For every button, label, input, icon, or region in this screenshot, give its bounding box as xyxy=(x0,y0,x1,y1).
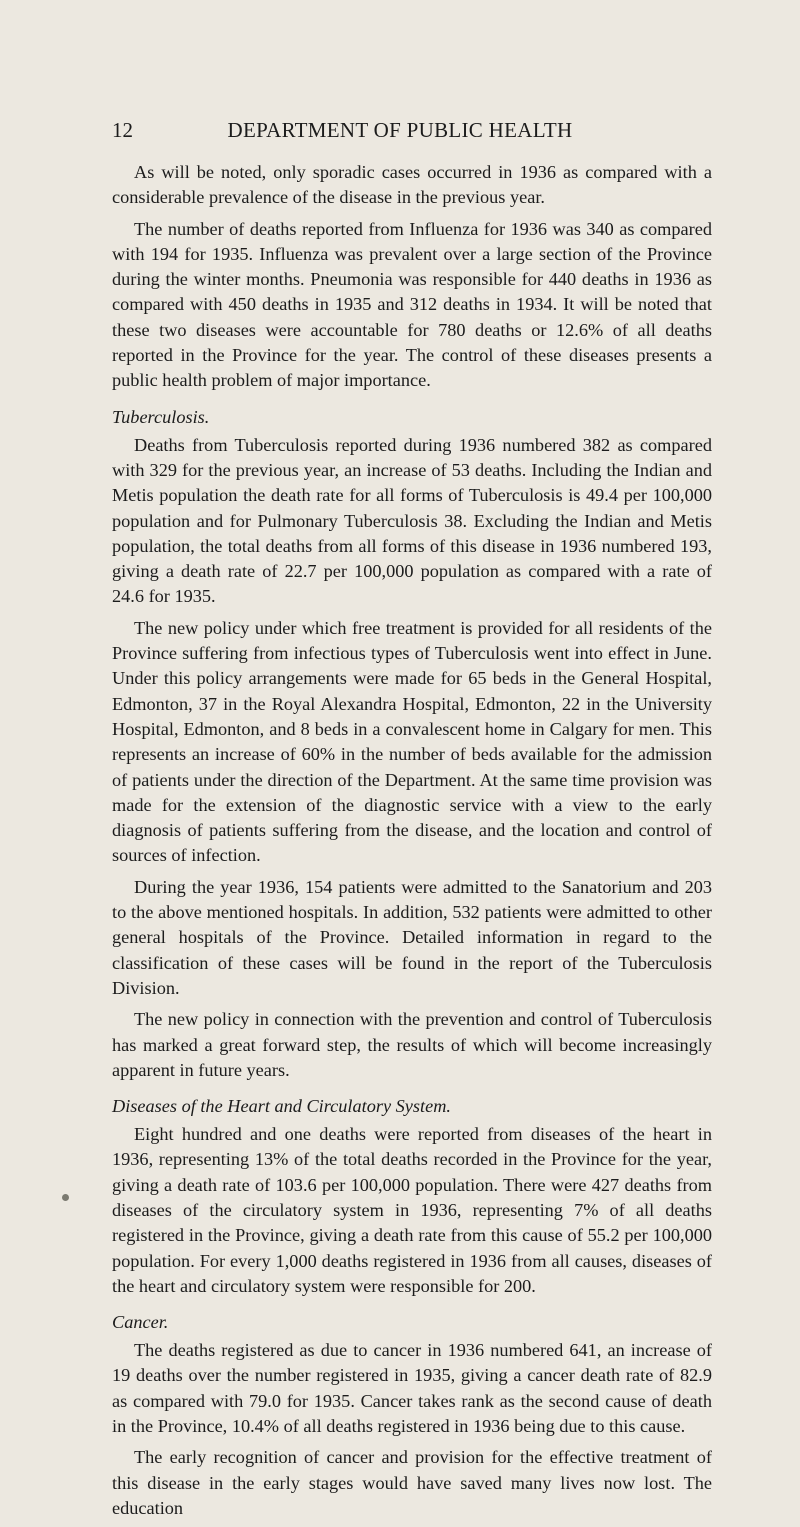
cancer-heading: Cancer. xyxy=(112,1312,169,1333)
page-number: 12 xyxy=(112,118,133,142)
tuberculosis-heading: Tuberculosis. xyxy=(112,406,210,427)
cancer-paragraph-2: The early recognition of cancer and provision for the effective treatment of this disease in the early stages would have saved many lives now lost. The education xyxy=(112,1447,712,1518)
tuberculosis-paragraph-2: The new policy under which free treatment is provided for all residents of the Province suffering from infectious types of Tuberculosis went into effect in June. Under this policy arrangements were made for 65 beds in the General Hospital, Edmonton, 37 in the Royal Alexandra Hospital, Edmonton, 22 in the University Hospital, Edmonton, and 8 beds in a convalescent home in Calgary for men. This represents an increase of 60% in the number of beds available for the admission of patients under the direction of the Department. At the same time provision was made for the extension of the diagnostic service with a view to the early diagnosis of patients suffering from the disease, and the location and control of sources of infection. xyxy=(112,617,712,866)
running-head: DEPARTMENT OF PUBLIC HEALTH xyxy=(227,118,573,142)
heart-heading: Diseases of the Heart and Circulatory System. xyxy=(112,1096,452,1117)
tuberculosis-paragraph-3: During the year 1936, 154 patients were admitted to the Sanatorium and 203 to the above mentioned hospitals. In addition, 532 patients were admitted to other general hospitals of the Province. Detailed information in regard to the classification of these cases will be found in the report of the Tuberculosis Division. xyxy=(112,876,712,998)
cancer-paragraph-1: The deaths registered as due to cancer in 1936 numbered 641, an increase of 19 deaths over the number registered in 1935, giving a cancer death rate of 82.9 as compared with 79.0 for 1935. Cancer takes rank as the second cause of death in the Province, 10.4% of all deaths registered in 1936 being due to this cause. xyxy=(112,1340,712,1437)
intro-paragraph-2: The number of deaths reported from Influenza for 1936 was 340 as compared with 194 for 1935. Influenza was prevalent over a large section of the Province during the winter months. Pneumonia was responsible for 440 deaths in 1936 as compared with 450 deaths in 1935 and 312 deaths in 1934. It will be noted that these two diseases were accountable for 780 deaths or 12.6% of all deaths reported in the Province for the year. The control of these diseases presents a public health problem of major importance. xyxy=(112,218,712,391)
tuberculosis-paragraph-4: The new policy in connection with the prevention and control of Tuberculosis has marked a great forward step, the results of which will become increasingly apparent in future years. xyxy=(112,1009,712,1080)
heart-paragraph-1: Eight hundred and one deaths were reported from diseases of the heart in 1936, representing 13% of the total deaths recorded in the Province for the year, giving a death rate of 103.6 per 100,000 population. There were 427 deaths from diseases of the circulatory system in 1936, representing 7% of all deaths registered in the Province, giving a death rate from this cause of 55.2 per 100,000 population. For every 1,000 deaths registered in 1936 from all causes, diseases of the heart and circulatory system were responsible for 200. xyxy=(112,1124,712,1296)
tuberculosis-paragraph-1: Deaths from Tuberculosis reported during 1936 numbered 382 as compared with 329 for the previous year, an increase of 53 deaths. Including the Indian and Metis population the death rate for all forms of Tuberculosis is 49.4 per 100,000 population and for Pulmonary Tuberculosis 38. Excluding the Indian and Metis population, the total deaths from all forms of this disease in 1936 numbered 193, giving a death rate of 22.7 per 100,000 population as compared with a rate of 24.6 for 1935. xyxy=(112,434,712,607)
intro-paragraph-1: As will be noted, only sporadic cases occurred in 1936 as compared with a considerable prevalence of the disease in the previous year. xyxy=(112,162,712,208)
paper-blemish xyxy=(62,1194,69,1201)
page-body xyxy=(112,160,712,1527)
